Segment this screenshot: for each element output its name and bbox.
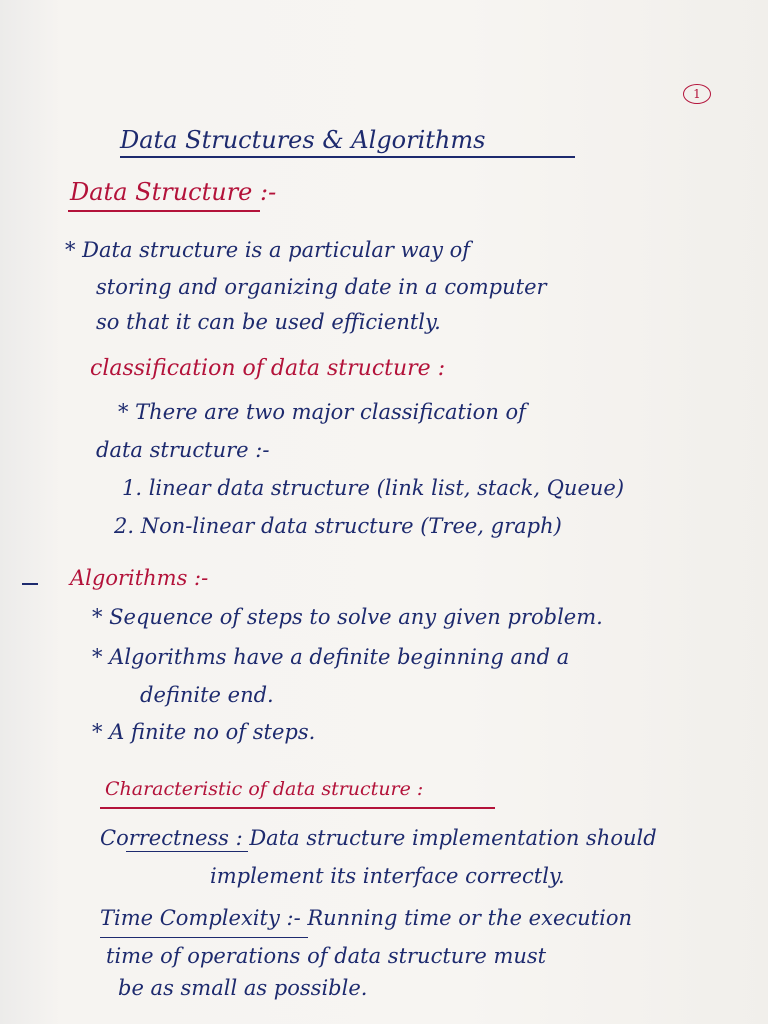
- algorithms-line-4: * A finite no of steps.: [92, 720, 316, 744]
- characteristics-line-1: Correctness : Data structure implementation should: [100, 826, 657, 850]
- term-underline: [126, 851, 248, 852]
- characteristics-line-2: implement its interface correctly.: [210, 864, 565, 888]
- heading-algorithms: Algorithms :-: [70, 566, 209, 590]
- heading-characteristics: Characteristic of data structure :: [105, 778, 424, 800]
- algorithms-line-2: * Algorithms have a definite beginning and a: [92, 645, 570, 669]
- heading-data-structure: Data Structure :-: [70, 178, 277, 206]
- characteristics-line-5: be as small as possible.: [118, 976, 368, 1000]
- ds-definition-line-3: so that it can be used efficiently.: [96, 310, 441, 334]
- title-underline: [120, 156, 575, 158]
- algorithms-line-1: * Sequence of steps to solve any given problem.: [92, 605, 603, 629]
- page-number: 1: [683, 84, 711, 104]
- term-underline: [100, 937, 308, 938]
- classification-item-nonlinear: 2. Non-linear data structure (Tree, graph): [114, 514, 562, 538]
- characteristics-line-3: Time Complexity :- Running time or the execution: [100, 906, 632, 930]
- algorithms-line-3: definite end.: [140, 683, 274, 707]
- ds-definition-line-1: * Data structure is a particular way of: [65, 238, 471, 262]
- characteristics-line-4: time of operations of data structure must: [106, 944, 547, 968]
- classification-line-1: * There are two major classification of: [118, 400, 526, 424]
- classification-line-2: data structure :-: [96, 438, 270, 462]
- page-title: Data Structures & Algorithms: [120, 126, 486, 154]
- heading-underline: [100, 807, 495, 809]
- classification-item-linear: 1. linear data structure (link list, stack, Queue): [122, 476, 625, 500]
- heading-classification: classification of data structure :: [90, 356, 446, 381]
- margin-dash: [22, 583, 38, 585]
- ds-definition-line-2: storing and organizing date in a computer: [96, 275, 547, 299]
- heading-underline: [68, 210, 260, 212]
